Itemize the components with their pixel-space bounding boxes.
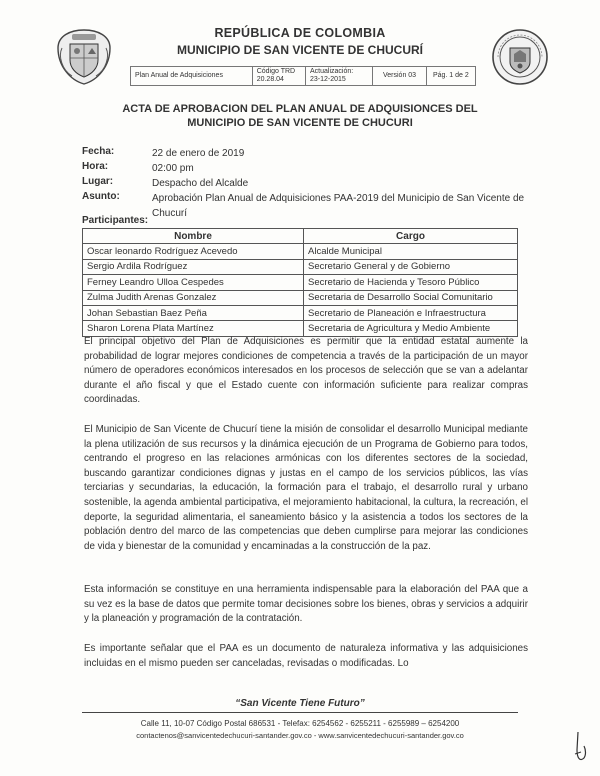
meta-document-name: Plan Anual de Adquisiciones xyxy=(131,67,253,86)
participant-name: Johan Sebastian Baez Peña xyxy=(83,305,304,320)
document-control-table xyxy=(130,66,476,86)
fecha-value: 22 de enero de 2019 xyxy=(152,148,245,159)
paragraph-tool: Esta información se constituye en una herramienta indispensable para la elaboración del PAA que a su vez es la base de datos que permite tomar decisiones sobre los bienes, obras y servicios a adquirir y la planeación y programación de la contratación. xyxy=(84,584,528,625)
participant-name: Ferney Leandro Ulloa Cespedes xyxy=(83,275,304,290)
footer-address: Calle 11, 10-07 Código Postal 686531 - Telefax: 6254562 - 6255211 - 6255989 – 6254200 xyxy=(140,719,460,728)
meta-code-value: 20.28.04 xyxy=(256,76,284,83)
table-row xyxy=(83,259,518,274)
asunto-label: Asunto: xyxy=(82,191,120,202)
participants-header-row xyxy=(83,229,518,244)
handwritten-mark-icon xyxy=(572,728,592,766)
meta-update-value: 23-12-2015 xyxy=(310,76,346,83)
document-title-line2: MUNICIPIO DE SAN VICENTE DE CHUCURI xyxy=(187,117,413,129)
participant-role: Secretario de Hacienda y Tesoro Público xyxy=(304,275,518,290)
participant-name: Sharon Lorena Plata Martínez xyxy=(83,321,304,336)
meta-version: Versión 03 xyxy=(373,67,426,86)
meta-page: Pág. 1 de 2 xyxy=(426,67,475,86)
table-row xyxy=(83,244,518,259)
hora-label: Hora: xyxy=(82,161,109,172)
meta-update xyxy=(306,67,373,86)
footer-contacts: contactenos@sanvicentedechucuri-santander.gov.co - www.sanvicentedechucuri-santander.gov.co xyxy=(136,731,464,740)
meta-code xyxy=(252,67,305,86)
participant-role: Alcalde Municipal xyxy=(304,244,518,259)
participants-table xyxy=(82,228,518,337)
footer-slogan: “San Vicente Tiene Futuro” xyxy=(235,698,365,709)
header-municipality: MUNICIPIO DE SAN VICENTE DE CHUCURÍ xyxy=(176,43,424,57)
column-header-name: Nombre xyxy=(83,229,304,244)
footer-divider xyxy=(82,712,518,713)
paragraph-mission: El Municipio de San Vicente de Chucurí tiene la misión de consolidar el desarrollo Municipal mediante la plena utilización de sus recursos y la dinámica ejecución de un Programa de Gobierno para todos, centrando el progreso en las relaciones armónicas con los diferentes sectores de la sociedad, buscando garantizar condiciones dignas y justas en el campo de los servicios públicos, las vías terciarias y secundarias, la educación, la formación para el trabajo, el desarrollo rural y urbano sostenible, la agenda ambiental participativa, el mejoramiento habitacional, la cultura, la recreación, el deporte, la seguridad alimentaria, el saneamiento básico y la asistencia a todos los sectores de la población dentro del marco de las competencias que deben cumplirse para mejorar las condiciones de vida y bienestar de la comunidad y encaminadas a la construcción de la paz. xyxy=(84,424,528,552)
table-row xyxy=(83,305,518,320)
participant-role: Secretario de Planeación e Infraestructura xyxy=(304,305,518,320)
lugar-value: Despacho del Alcalde xyxy=(152,178,249,189)
asunto-value: Aprobación Plan Anual de Adquisiciones PAA-2019 del Municipio de San Vicente de Chucurí xyxy=(152,193,525,219)
lugar-label: Lugar: xyxy=(82,176,114,187)
participant-name: Zulma Judith Arenas Gonzalez xyxy=(83,290,304,305)
participant-role: Secretaria de Agricultura y Medio Ambiente xyxy=(304,321,518,336)
hora-value: 02:00 pm xyxy=(152,163,194,174)
table-row xyxy=(83,290,518,305)
document-title-line1: ACTA DE APROBACION DEL PLAN ANUAL DE ADQUISIONCES DEL xyxy=(122,103,478,115)
table-row xyxy=(83,321,518,336)
participant-name: Oscar leonardo Rodríguez Acevedo xyxy=(83,244,304,259)
meta-code-label: Código TRD xyxy=(256,68,296,75)
participants-label: Participantes: xyxy=(82,215,149,226)
paragraph-note: Es importante señalar que el PAA es un documento de naturaleza informativa y las adquisiciones incluidas en el mismo pueden ser canceladas, revisadas o modificadas. Lo xyxy=(84,643,528,669)
participant-role: Secretario General y de Gobierno xyxy=(304,259,518,274)
paragraph-objective: El principal objetivo del Plan de Adquisiciones es permitir que la entidad estatal aumente la probabilidad de lograr mejores condiciones de competencia a través de la participación de un mayor número de operadores económicos interesados en los procesos de selección que se van a adelantar durante el año fiscal y que el Estado cuente con información suficiente para realizar compras coordinadas. xyxy=(84,336,528,406)
meta-update-label: Actualización: xyxy=(310,68,354,75)
column-header-role: Cargo xyxy=(304,229,518,244)
header-country: REPÚBLICA DE COLOMBIA xyxy=(214,26,386,40)
participant-role: Secretaria de Desarrollo Social Comunitario xyxy=(304,290,518,305)
fecha-label: Fecha: xyxy=(82,146,115,157)
participant-name: Sergio Ardila Rodríguez xyxy=(83,259,304,274)
table-row xyxy=(83,275,518,290)
